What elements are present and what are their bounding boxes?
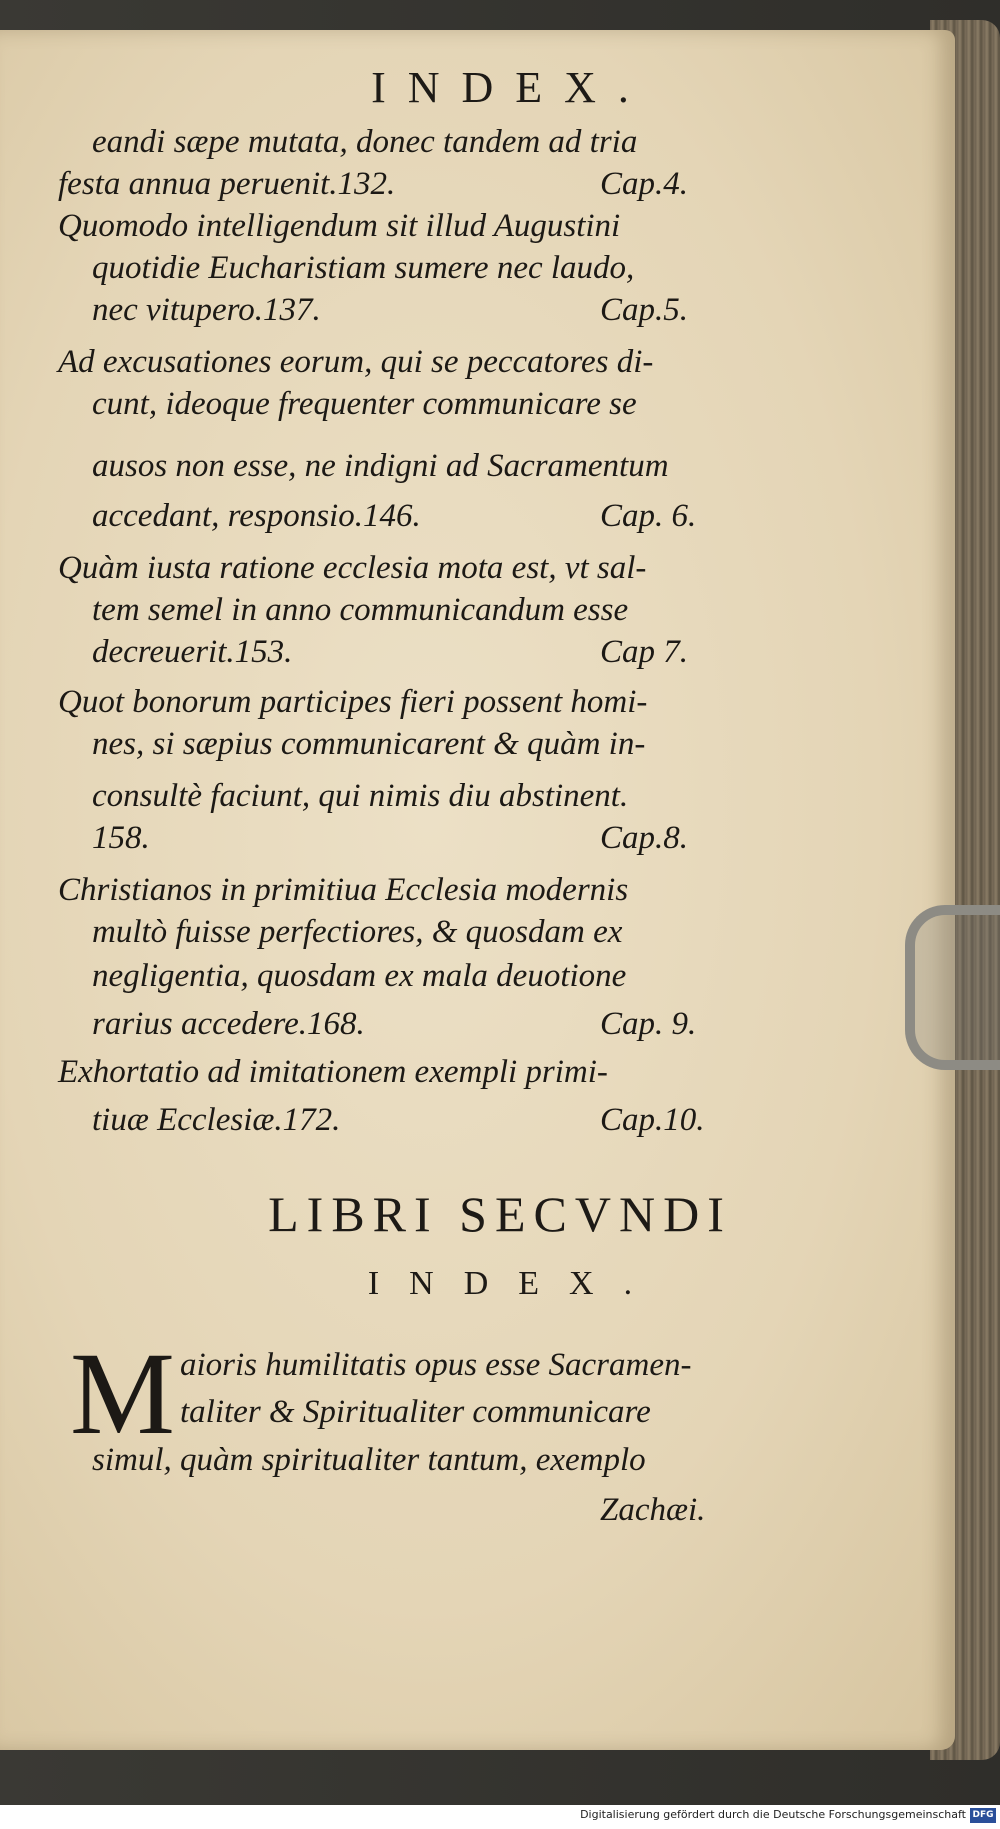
entry-line: Quot bonorum participes fieri possent homi-: [58, 684, 648, 720]
closing-line: simul, quàm spiritualiter tantum, exemplo: [92, 1442, 646, 1478]
entry-line: multò fuisse perfectiores, & quosdam ex: [92, 914, 623, 950]
entry-chapter: Cap.4.: [600, 166, 689, 202]
entry-line: tiuæ Ecclesiæ.172.: [92, 1102, 341, 1138]
entry-line: festa annua peruenit.132.: [58, 166, 396, 202]
entry-line: ausos non esse, ne indigni ad Sacramentum: [92, 448, 669, 484]
closing-line: taliter & Spiritualiter communicare: [180, 1394, 651, 1430]
entry-line: Exhortatio ad imitationem exempli primi-: [58, 1054, 608, 1090]
entry-chapter: Cap.5.: [600, 292, 689, 328]
entry-line: quotidie Eucharistiam sumere nec laudo,: [92, 250, 635, 286]
entry-chapter: Cap 7.: [600, 634, 689, 670]
book-clasp: [905, 905, 1000, 1070]
footer-credit: Digitalisierung gefördert durch die Deutsche Forschungsgemeinschaft: [580, 1808, 966, 1821]
section-title: LIBRI SECVNDI: [268, 1186, 732, 1242]
entry-line: rarius accedere.168.: [92, 1006, 365, 1042]
entry-line: eandi sæpe mutata, donec tandem ad tria: [92, 124, 638, 160]
entry-line: decreuerit.153.: [92, 634, 293, 670]
running-head: INDEX.: [371, 63, 651, 112]
entry-line: Ad excusationes eorum, qui se peccatores di-: [58, 344, 654, 380]
closing-line: aioris humilitatis opus esse Sacramen-: [180, 1347, 692, 1383]
entry-line: 158.: [92, 820, 150, 856]
entry-chapter: Cap.10.: [600, 1102, 705, 1138]
catchword: Zachæi.: [600, 1492, 706, 1528]
drop-cap: M: [70, 1328, 175, 1459]
entry-chapter: Cap. 6.: [600, 498, 697, 534]
entry-line: cunt, ideoque frequenter communicare se: [92, 386, 637, 422]
entry-line: nes, si sæpius communicarent & quàm in-: [92, 726, 646, 762]
entry-line: consultè faciunt, qui nimis diu abstinent.: [92, 778, 629, 814]
entry-line: tem semel in anno communicandum esse: [92, 592, 629, 628]
entry-line: Quàm iusta ratione ecclesia mota est, vt sal-: [58, 550, 647, 586]
entry-line: Quomodo intelligendum sit illud Augustini: [58, 208, 621, 244]
entry-line: nec vitupero.137.: [92, 292, 321, 328]
entry-chapter: Cap.8.: [600, 820, 689, 856]
entry-line: accedant, responsio.146.: [92, 498, 421, 534]
entry-chapter: Cap. 9.: [600, 1006, 697, 1042]
entry-line: Christianos in primitiua Ecclesia modernis: [58, 872, 629, 908]
entry-line: negligentia, quosdam ex mala deuotione: [92, 958, 627, 994]
dfg-logo: DFG: [970, 1808, 996, 1823]
section-subtitle: INDEX.: [367, 1265, 663, 1302]
